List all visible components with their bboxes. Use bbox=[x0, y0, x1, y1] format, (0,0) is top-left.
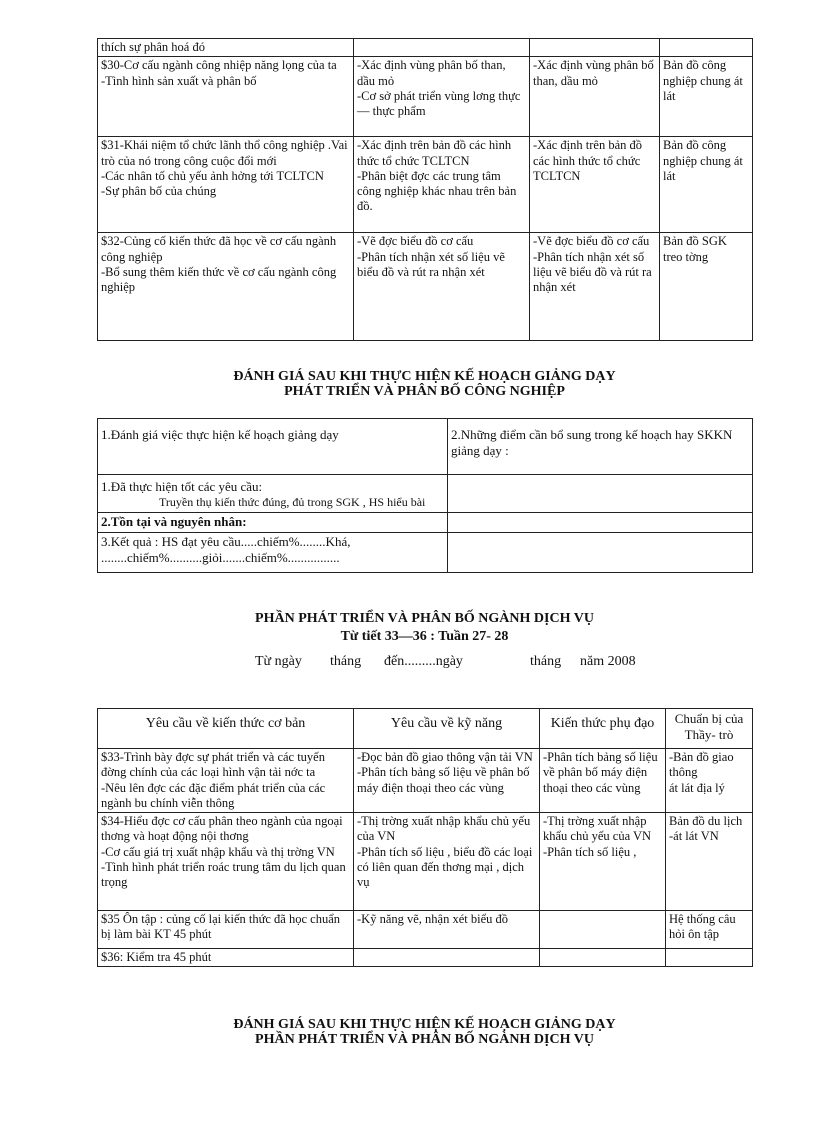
table-row bbox=[98, 57, 753, 137]
eval-done-cell bbox=[98, 475, 448, 513]
table-row bbox=[98, 137, 753, 233]
table-row bbox=[98, 749, 753, 813]
industry-plan-table bbox=[97, 38, 753, 341]
evaluation-title bbox=[97, 370, 752, 399]
evaluation-title-line2: PHÁT TRIỂN VÀ PHÂN BỐ CÔNG NGHIỆP bbox=[284, 383, 565, 399]
table-cell: $31-Khái niệm tổ chức lãnh thổ công nghiệp .Vai trò của nó trong công cuộc đổi mới -Các nhân tố chủ yếu ảnh hởng tới TCLTCN -Sự phân bố của chúng bbox=[98, 137, 354, 233]
table-cell: -Xác định vùng phân bố than, dầu mỏ -Cơ sở phát triển vùng lơng thực — thực phẩm bbox=[354, 57, 530, 137]
eval-done-detail: Truyền thụ kiến thức đúng, đủ trong SGK , HS hiểu bài bbox=[159, 494, 426, 509]
table-cell bbox=[540, 949, 666, 967]
evaluation-title-line1: ĐÁNH GIÁ SAU KHI THỰC HIỆN KẾ HOẠCH GIẢNG DẠY bbox=[233, 369, 616, 384]
table-cell: $34-Hiểu đợc cơ cấu phân theo ngành của ngoại thơng và hoạt động nội thơng -Cơ cấu giá trị xuất nhập khẩu và thị trờng VN -Tình hình phát triển roác trung tâm du lịch quan trọng bbox=[98, 813, 354, 911]
section-title: PHẦN PHÁT TRIỂN VÀ PHÂN BỐ NGÀNH DỊCH VỤ bbox=[255, 611, 594, 626]
table-cell: Bản đồ công nghiệp chung át lát bbox=[660, 137, 753, 233]
date-year-label: năm 2008 bbox=[580, 654, 636, 669]
column-header: Kiến thức phụ đạo bbox=[540, 709, 666, 749]
table-cell: Hệ thống câu hỏi ôn tập bbox=[666, 911, 753, 949]
eval-result-cell bbox=[98, 533, 448, 573]
eval-issues-cell: 2.Tồn tại và nguyên nhân: bbox=[98, 513, 448, 533]
table-row bbox=[98, 533, 753, 573]
table-row bbox=[98, 949, 753, 967]
table-cell bbox=[660, 39, 753, 57]
table-cell: -Xác định trên bản đồ các hình thức tổ chức TCLTCN -Phân biệt đợc các trung tâm công nghiệp khác nhau trên bản đồ. bbox=[354, 137, 530, 233]
table-row bbox=[98, 911, 753, 949]
table-cell bbox=[354, 39, 530, 57]
services-plan-table bbox=[97, 708, 753, 967]
table-row bbox=[98, 813, 753, 911]
table-cell: -Đọc bản đồ giao thông vận tải VN -Phân tích bảng số liệu về phân bố máy điện thoại theo các vùng bbox=[354, 749, 540, 813]
column-header: Yêu cầu về kiến thức cơ bản bbox=[98, 709, 354, 749]
table-cell bbox=[530, 39, 660, 57]
table-cell bbox=[448, 533, 753, 573]
table-row bbox=[98, 419, 753, 475]
table-cell: $36: Kiểm tra 45 phút bbox=[98, 949, 354, 967]
table-row bbox=[98, 513, 753, 533]
eval-result-line2: ........chiếm%..........giỏi.......chiếm%................ bbox=[101, 549, 340, 565]
column-header: Chuẩn bị của Thầy- trò bbox=[666, 709, 753, 749]
eval-done-title: 1.Đã thực hiện tốt các yêu cầu: bbox=[101, 479, 263, 494]
services-evaluation-title-line1: ĐÁNH GIÁ SAU KHI THỰC HIỆN KẾ HOẠCH GIẢNG DẠY bbox=[233, 1017, 616, 1032]
section-period: Từ tiết 33—36 : Tuần 27- 28 bbox=[340, 629, 509, 644]
date-from-label: Từ ngày bbox=[255, 654, 302, 669]
table-cell: -Kỹ năng vẽ, nhận xét biểu đồ bbox=[354, 911, 540, 949]
table-cell: -Xác định vùng phân bố than, dầu mỏ bbox=[530, 57, 660, 137]
eval-result-line1: 3.Kết quả : HS đạt yêu cầu.....chiếm%........Khá, bbox=[101, 534, 351, 549]
table-cell: -Vẽ đợc biểu đồ cơ cấu -Phân tích nhận xét số liệu vẽ biểu đồ và rút ra nhận xét bbox=[354, 233, 530, 341]
evaluation-table bbox=[97, 418, 753, 573]
table-row bbox=[98, 475, 753, 513]
services-evaluation-title-line2: PHẦN PHÁT TRIỂN VÀ PHÂN BỐ NGÀNH DỊCH VỤ bbox=[255, 1031, 594, 1047]
table-cell: $33-Trình bày đợc sự phát triển và các tuyến đờng chính của các loại hình vận tải nớc ta -Nêu lên đợc các đặc điểm phát triển của các ngành bu chính viễn thông bbox=[98, 749, 354, 813]
date-to-label: đến.........ngày bbox=[384, 654, 463, 669]
eval-col1-header: 1.Đánh giá việc thực hiện kế hoạch giảng dạy bbox=[98, 419, 448, 475]
table-cell: -Vẽ đợc biểu đồ cơ cấu -Phân tích nhận xét số liệu vẽ biểu đồ và rút ra nhận xét bbox=[530, 233, 660, 341]
eval-col2-header: 2.Những điểm cần bổ sung trong kế hoạch hay SKKN giảng dạy : bbox=[448, 419, 753, 475]
table-cell: Bản đồ công nghiệp chung át lát bbox=[660, 57, 753, 137]
table-cell: -Thị trờng xuất nhập khẩu chủ yếu của VN -Phân tích số liệu , bbox=[540, 813, 666, 911]
table-cell bbox=[448, 475, 753, 513]
table-cell: $32-Củng cố kiến thức đã học về cơ cấu ngành công nghiệp -Bổ sung thêm kiến thức về cơ cấu ngành công nghiệp bbox=[98, 233, 354, 341]
date-month2-label: tháng bbox=[530, 654, 562, 669]
table-cell: $35 Ôn tập : củng cố lại kiến thức đã học chuẩn bị làm bài KT 45 phút bbox=[98, 911, 354, 949]
services-evaluation-title bbox=[97, 1018, 752, 1047]
table-cell: -Thị trờng xuất nhập khẩu chủ yếu của VN -Phân tích số liệu , biểu đồ các loại có liên quan đến thơng mại , dịch vụ bbox=[354, 813, 540, 911]
table-cell: Bản đồ SGK treo tờng bbox=[660, 233, 753, 341]
column-header: Yêu cầu về kỹ năng bbox=[354, 709, 540, 749]
table-cell: $30-Cơ cấu ngành công nhiệp năng lọng của ta -Tình hình sản xuất và phân bố bbox=[98, 57, 354, 137]
table-cell: -Phân tích bảng số liệu về phân bố máy điện thoại theo các vùng bbox=[540, 749, 666, 813]
table-row bbox=[98, 39, 753, 57]
table-cell: -Xác định trên bản đồ các hình thức tổ chức TCLTCN bbox=[530, 137, 660, 233]
table-header-row bbox=[98, 709, 753, 749]
date-month1-label: tháng bbox=[330, 654, 362, 669]
table-cell bbox=[666, 949, 753, 967]
table-cell: -Bản đồ giao thông át lát địa lý bbox=[666, 749, 753, 813]
table-cell bbox=[448, 513, 753, 533]
table-row bbox=[98, 233, 753, 341]
table-cell bbox=[540, 911, 666, 949]
table-cell: thích sự phân hoá đó bbox=[98, 39, 354, 57]
table-cell: Bản đồ du lịch -át lát VN bbox=[666, 813, 753, 911]
table-cell bbox=[354, 949, 540, 967]
